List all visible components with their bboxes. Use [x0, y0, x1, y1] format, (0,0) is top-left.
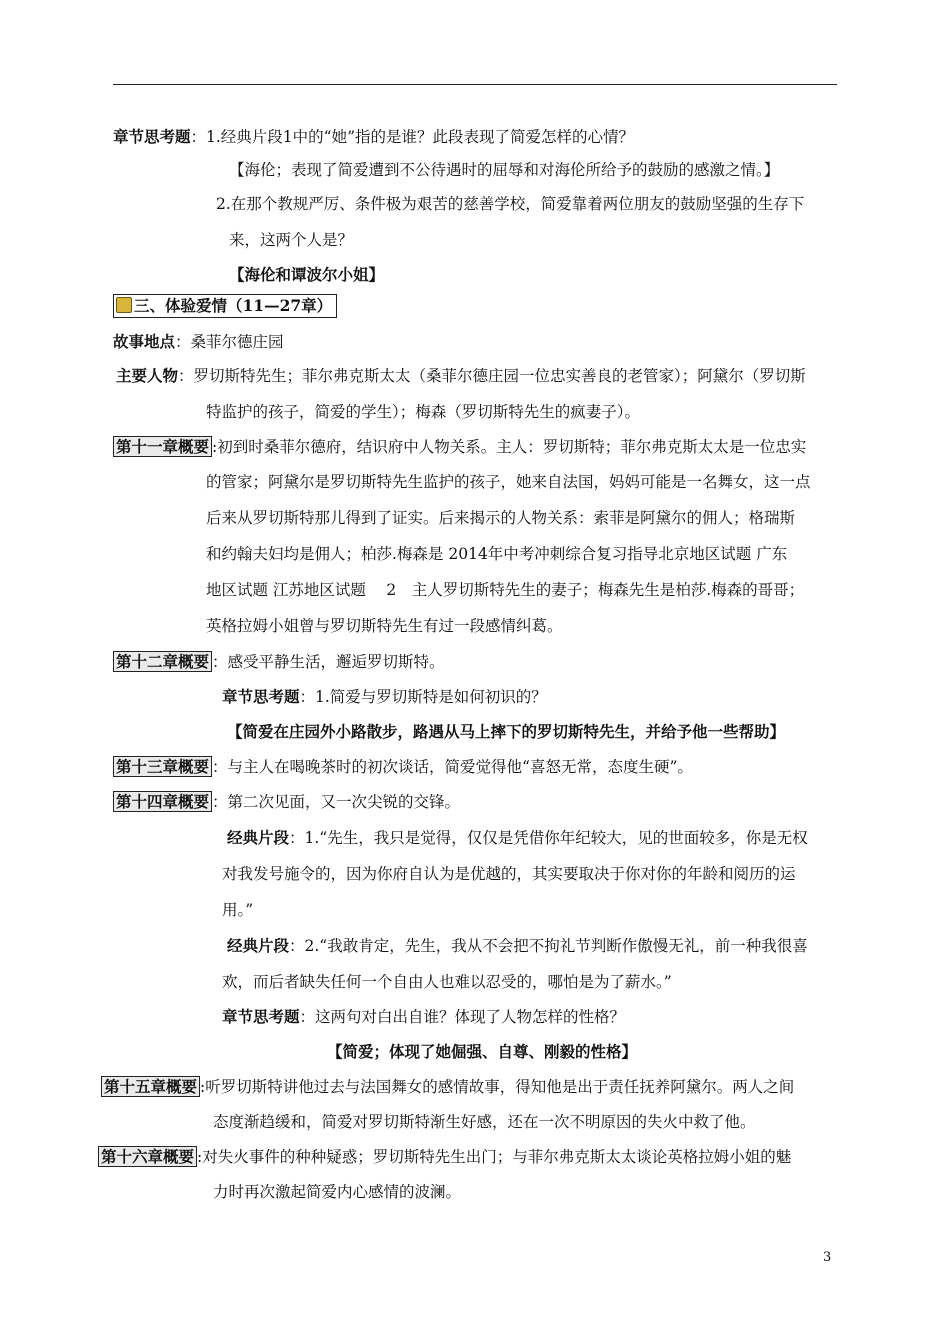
chapter-12-summary [113, 652, 445, 672]
excerpt-2-line-2: 欢，而后者缺失任何一个自由人也难以忍受的，哪怕是为了薪水。” [222, 973, 672, 991]
chapter-14-question [222, 1007, 625, 1027]
chapter-16-line-1: :对失火事件的种种疑惑；罗切斯特先生出门；与菲尔弗克斯太太谈论英格拉姆小姐的魅 [197, 1148, 792, 1166]
characters-line-2: 特监护的孩子，简爱的学生）；梅森（罗切斯特先生的疯妻子）。 [206, 403, 641, 421]
chapter-12-label: 第十二章概要 [113, 651, 212, 672]
chapter-14-summary [113, 792, 460, 812]
chapter-13-label: 第十三章概要 [113, 756, 212, 777]
answer-1: 【海伦；表现了简爱遭到不公待遇时的屈辱和对海伦所给予的鼓励的感激之情。】 [229, 161, 780, 179]
chapter-13-text: ：与主人在喝晚茶时的初次谈话，简爱觉得他“喜怒无常，态度生硬”。 [212, 758, 693, 776]
question-text: ：1.经典片段1中的“她”指的是谁？此段表现了简爱怎样的心情？ [190, 128, 635, 146]
question-1 [113, 127, 634, 147]
characters-line-1: ：罗切斯特先生；菲尔弗克斯太太（桑菲尔德庄园一位忠实善良的老管家）；阿黛尔（罗切斯 [178, 367, 806, 385]
chapter-12-text: ：感受平静生活，邂逅罗切斯特。 [212, 653, 445, 671]
chapter-16-label: 第十六章概要 [98, 1146, 197, 1167]
setting-value: ：桑菲尔德庄园 [175, 333, 284, 351]
question-label: 章节思考题 [222, 687, 300, 706]
chapter-11-line-4: 和约翰夫妇均是佣人；柏莎.梅森是 2014年中考冲刺综合复习指导北京地区试题 广东 [206, 545, 788, 563]
chapter-12-answer: 【简爱在庄园外小路散步，路遇从马上摔下的罗切斯特先生，并给予他一些帮助】 [227, 722, 786, 741]
setting-label: 故事地点 [113, 332, 176, 351]
excerpt-label: 经典片段 [227, 828, 290, 847]
chapter-15-line-1: :听罗切斯特讲他过去与法国舞女的感情故事，得知他是出于责任抚养阿黛尔。两人之间 [200, 1078, 795, 1096]
question-label: 章节思考题 [222, 1007, 300, 1026]
answer-2: 【海伦和谭波尔小姐】 [229, 265, 385, 284]
chapter-11-line-3: 后来从罗切斯特那儿得到了证实。后来揭示的人物关系：索菲是阿黛尔的佣人；格瑞斯 [206, 509, 796, 527]
chapter-15-label: 第十五章概要 [101, 1076, 200, 1097]
chapter-14-text: ：第二次见面，又一次尖锐的交锋。 [212, 793, 461, 811]
section-heading [113, 294, 337, 318]
question-label: 章节思考题 [113, 127, 191, 146]
chapter-14-answer: 【简爱；体现了她倔强、自尊、刚毅的性格】 [327, 1042, 638, 1061]
page-number: 3 [823, 1250, 832, 1265]
chapter-15-line-2: 态度渐趋缓和，简爱对罗切斯特渐生好感，还在一次不明原因的失火中救了他。 [213, 1113, 756, 1131]
question-2-line-2: 来，这两个人是？ [229, 231, 354, 249]
chapter-11-line-5: 地区试题 江苏地区试题 2 主人罗切斯特先生的妻子；梅森先生是柏莎.梅森的哥哥； [206, 581, 805, 599]
question-2-line-1: 2.在那个教规严厉、条件极为艰苦的慈善学校，简爱靠着两位朋友的鼓励坚强的生存下 [216, 195, 805, 213]
chapter-11-label: 第十一章概要 [113, 436, 212, 457]
classic-excerpt-2 [227, 936, 808, 956]
characters-label: 主要人物 [116, 366, 179, 385]
chapter-15-summary [101, 1077, 794, 1097]
excerpt-1-line-2: 对我发号施令的，因为你府自认为是优越的，其实要取决于你对你的年龄和阅历的运 [222, 865, 796, 883]
chapter-14-label: 第十四章概要 [113, 791, 212, 812]
pencil-icon [116, 297, 132, 313]
excerpt-1-line-1: ：1.“先生，我只是觉得，仅仅是凭借你年纪较大，见的世面较多，你是无权 [289, 829, 808, 847]
header-rule [113, 84, 837, 85]
chapter-11-summary [113, 437, 806, 457]
section-title: 三、体验爱情（11—27章） [134, 296, 333, 315]
chapter-13-summary [113, 757, 693, 777]
chapter-16-line-2: 力时再次激起简爱内心感情的波澜。 [213, 1183, 462, 1201]
chapter-16-summary [98, 1147, 791, 1167]
chapter-11-line-1: :初到时桑菲尔德府，结识府中人物关系。主人：罗切斯特；菲尔弗克斯太太是一位忠实 [212, 438, 807, 456]
chapter-12-question [222, 687, 547, 707]
classic-excerpt-1 [227, 828, 808, 848]
excerpt-1-line-3: 用。” [222, 901, 254, 919]
excerpt-2-line-1: ：2.“我敢肯定，先生，我从不会把不拘礼节判断作傲慢无礼，前一种我很喜 [289, 937, 808, 955]
excerpt-label: 经典片段 [227, 936, 290, 955]
story-setting [113, 332, 284, 352]
chapter-11-line-6: 英格拉姆小姐曾与罗切斯特先生有过一段感情纠葛。 [206, 617, 563, 635]
question-text: ：1.简爱与罗切斯特是如何初识的？ [299, 688, 547, 706]
question-text: ：这两句对白出自谁？体现了人物怎样的性格？ [299, 1008, 626, 1026]
main-characters [116, 366, 806, 386]
chapter-11-line-2: 的管家；阿黛尔是罗切斯特先生监护的孩子，她来自法国，妈妈可能是一名舞女，这一点 [206, 473, 811, 491]
